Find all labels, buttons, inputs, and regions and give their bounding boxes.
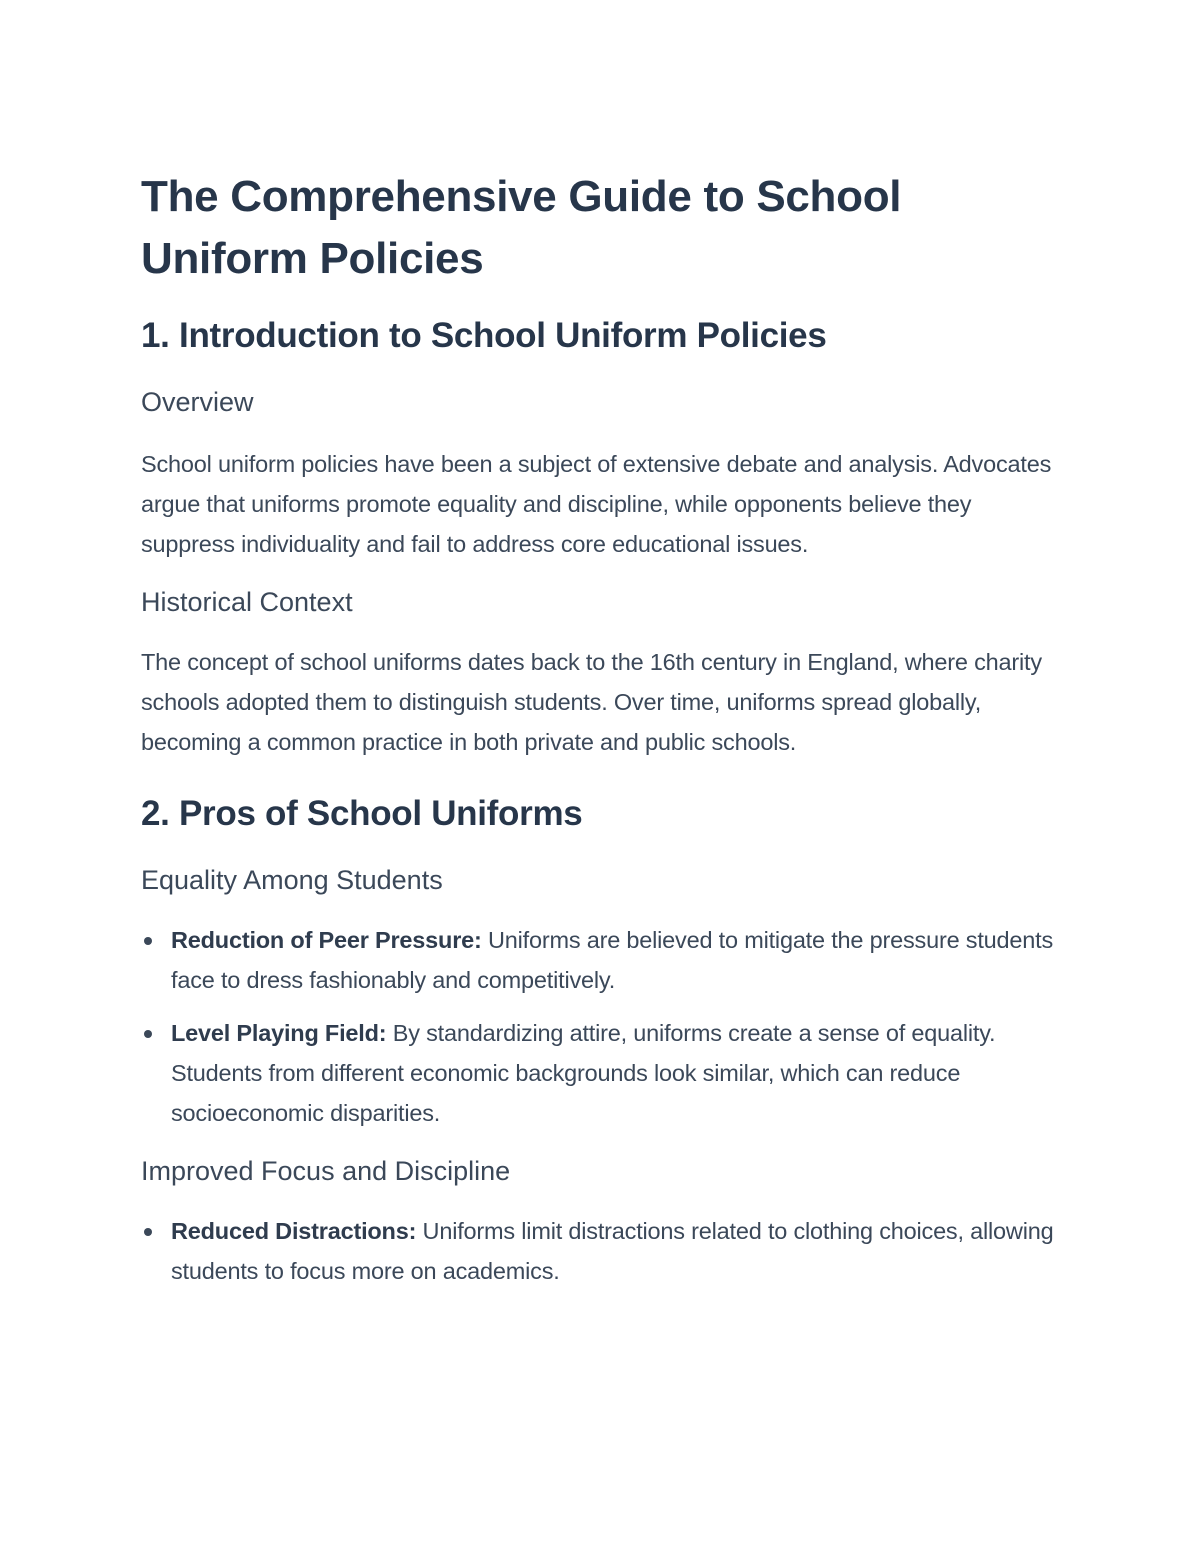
list-item	[141, 1013, 1071, 1133]
list-item	[141, 1211, 1071, 1291]
document-page	[141, 166, 1071, 1291]
subheading-historical-context: Historical Context	[141, 587, 353, 617]
document-title: The Comprehensive Guide to School Uniform Policies	[141, 172, 902, 283]
bullet-list-focus	[141, 1211, 1071, 1291]
list-item	[141, 920, 1071, 1000]
bullet-icon	[144, 1030, 152, 1038]
subheading-focus-discipline: Improved Focus and Discipline	[141, 1156, 511, 1186]
section-heading-introduction: 1. Introduction to School Uniform Policies	[141, 316, 827, 355]
paragraph-historical-context: The concept of school uniforms dates back to the 16th century in England, where charity schools adopted them to distinguish students. Over time, uniforms spread globally, becoming a common practice in both private and public schools.	[141, 649, 1042, 755]
bullet-term: Level Playing Field:	[171, 1020, 387, 1046]
section-heading-pros: 2. Pros of School Uniforms	[141, 794, 583, 833]
bullet-text: Uniforms are believed to mitigate the pressure students face to dress fashionably and competitively.	[171, 927, 1054, 993]
bullet-text: By standardizing attire, uniforms create a sense of equality. Students from different economic backgrounds look similar, which can reduce socioeconomic disparities.	[171, 1020, 996, 1126]
subheading-overview: Overview	[141, 387, 254, 417]
subheading-equality: Equality Among Students	[141, 865, 443, 895]
bullet-icon	[144, 937, 152, 945]
bullet-icon	[144, 1228, 152, 1236]
bullet-term: Reduction of Peer Pressure:	[171, 927, 482, 953]
bullet-term: Reduced Distractions:	[171, 1218, 417, 1244]
bullet-text: Uniforms limit distractions related to clothing choices, allowing students to focus more on academics.	[171, 1218, 1054, 1284]
paragraph-overview: School uniform policies have been a subject of extensive debate and analysis. Advocates argue that uniforms promote equality and discipline, while opponents believe they suppress individuality and fail to address core educational issues.	[141, 451, 1052, 557]
bullet-list-equality	[141, 920, 1071, 1133]
